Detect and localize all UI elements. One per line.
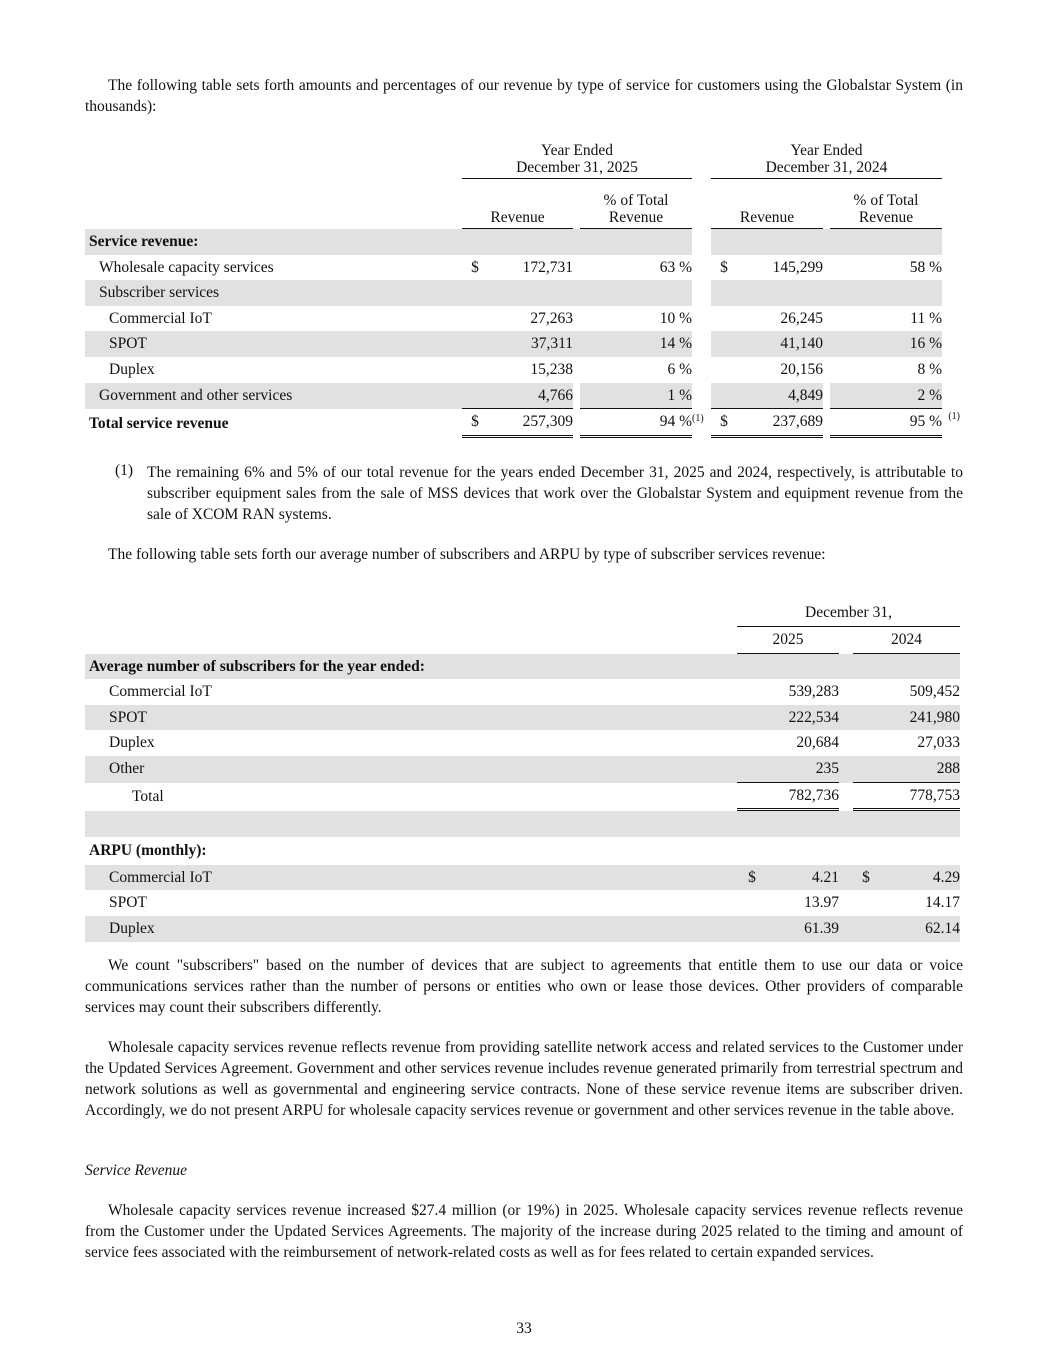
table-row: Duplex 20,684 27,033 bbox=[109, 734, 960, 752]
year-2024-header: 2024 bbox=[853, 627, 960, 654]
revenue-table bbox=[85, 142, 960, 438]
table-row: SPOT 13.97 14.17 bbox=[109, 894, 960, 912]
table-row: Other 235 288 bbox=[85, 756, 960, 783]
table-row: Duplex 15,238 6 % 20,156 8 % bbox=[109, 360, 942, 378]
spacer-row bbox=[85, 811, 960, 837]
table-row: SPOT 222,534 241,980 bbox=[85, 705, 960, 731]
table-row: Subscriber services bbox=[85, 280, 942, 306]
intro-paragraph-2: The following table sets forth our average number of subscribers and ARPU by type of subscriber services revenue: bbox=[108, 546, 826, 563]
table-row: Commercial IoT 27,263 10 % 26,245 11 % bbox=[109, 309, 942, 327]
pct-col-header-2024: % of Total Revenue bbox=[830, 179, 942, 229]
total-pct-2024: 95 % (1) bbox=[830, 409, 942, 438]
year-2025-header: 2025 bbox=[737, 627, 839, 654]
period-2024-header: Year Ended December 31, 2024 bbox=[711, 142, 942, 179]
footnote-ref: (1) bbox=[948, 411, 960, 423]
section-row-subscribers: Average number of subscribers for the year ended: bbox=[85, 654, 960, 680]
subscribers-paragraph: We count "subscribers" based on the number of devices that are subject to agreements that entitle them to use our data or voice communications services rather than the number of persons or entities who own or lease those devices. Other providers of comparable services may count their subscribers differently. bbox=[85, 957, 963, 1016]
footnote bbox=[115, 462, 963, 525]
page-number: 33 bbox=[516, 1320, 532, 1337]
table-row: Government and other services 4,766 1 % 4,849 2 % bbox=[85, 383, 942, 410]
service-revenue-paragraph: Wholesale capacity services revenue increased $27.4 million (or 19%) in 2025. Wholesale capacity services revenue reflects revenue from the Customer under the Updated Services Agreements. The majority of the increase during 2025 related to the timing and amount of service fees associated with the reimbursement of network-related costs as well as for fees related to certain expanded services. bbox=[85, 1202, 963, 1261]
section-subheading: Service Revenue bbox=[85, 1162, 187, 1179]
section-row-service-revenue: Service revenue: bbox=[85, 229, 942, 255]
section-row-arpu: ARPU (monthly): bbox=[89, 841, 207, 859]
revenue-col-header-2025: Revenue bbox=[462, 179, 573, 229]
subscriber-table bbox=[85, 600, 960, 942]
table-row: Duplex 61.39 62.14 bbox=[85, 916, 960, 942]
footnote-text: The remaining 6% and 5% of our total revenue for the years ended December 31, 2025 and 2024, respectively, is attributable to subscriber equipment sales from the sale of MSS devices that work over the Globalstar System and equipment revenue from the sale of XCOM RAN systems. bbox=[147, 464, 963, 523]
wholesale-paragraph: Wholesale capacity services revenue reflects revenue from providing satellite network access and related services to the Customer under the Updated Services Agreement. Government and other services revenue includes revenue generated primarily from terrestrial spectrum and network solutions as well as governmental and engineering service contracts. None of these service revenue items are subscriber driven. Accordingly, we do not present ARPU for wholesale capacity services revenue or government and other services revenue in the table above. bbox=[85, 1039, 963, 1119]
table-row: Commercial IoT 539,283 509,452 bbox=[109, 683, 960, 701]
period-header: December 31, bbox=[737, 600, 960, 627]
intro-paragraph: The following table sets forth amounts and percentages of our revenue by type of service for customers using the Globalstar System (in thousands): bbox=[85, 77, 963, 115]
table-row: SPOT 37,311 14 % 41,140 16 % bbox=[85, 331, 942, 357]
footnote-ref: (1) bbox=[692, 412, 704, 424]
period-2025-header: Year Ended December 31, 2025 bbox=[462, 142, 692, 179]
subscriber-total-row: Total 782,736 778,753 bbox=[85, 783, 960, 812]
pct-col-header-2025: % of Total Revenue bbox=[580, 179, 692, 229]
revenue-col-header-2024: Revenue bbox=[711, 179, 823, 229]
table-row: Commercial IoT $ 4.21 $ 4.29 bbox=[85, 865, 960, 891]
footnote-marker: (1) bbox=[115, 462, 134, 479]
table-row: Wholesale capacity services $ 172,731 63 % $ 145,299 58 % bbox=[99, 258, 942, 276]
total-row: Total service revenue $ 257,309 94 % $^{(1)}$ $ 237,689 95 % (1) bbox=[85, 409, 942, 438]
